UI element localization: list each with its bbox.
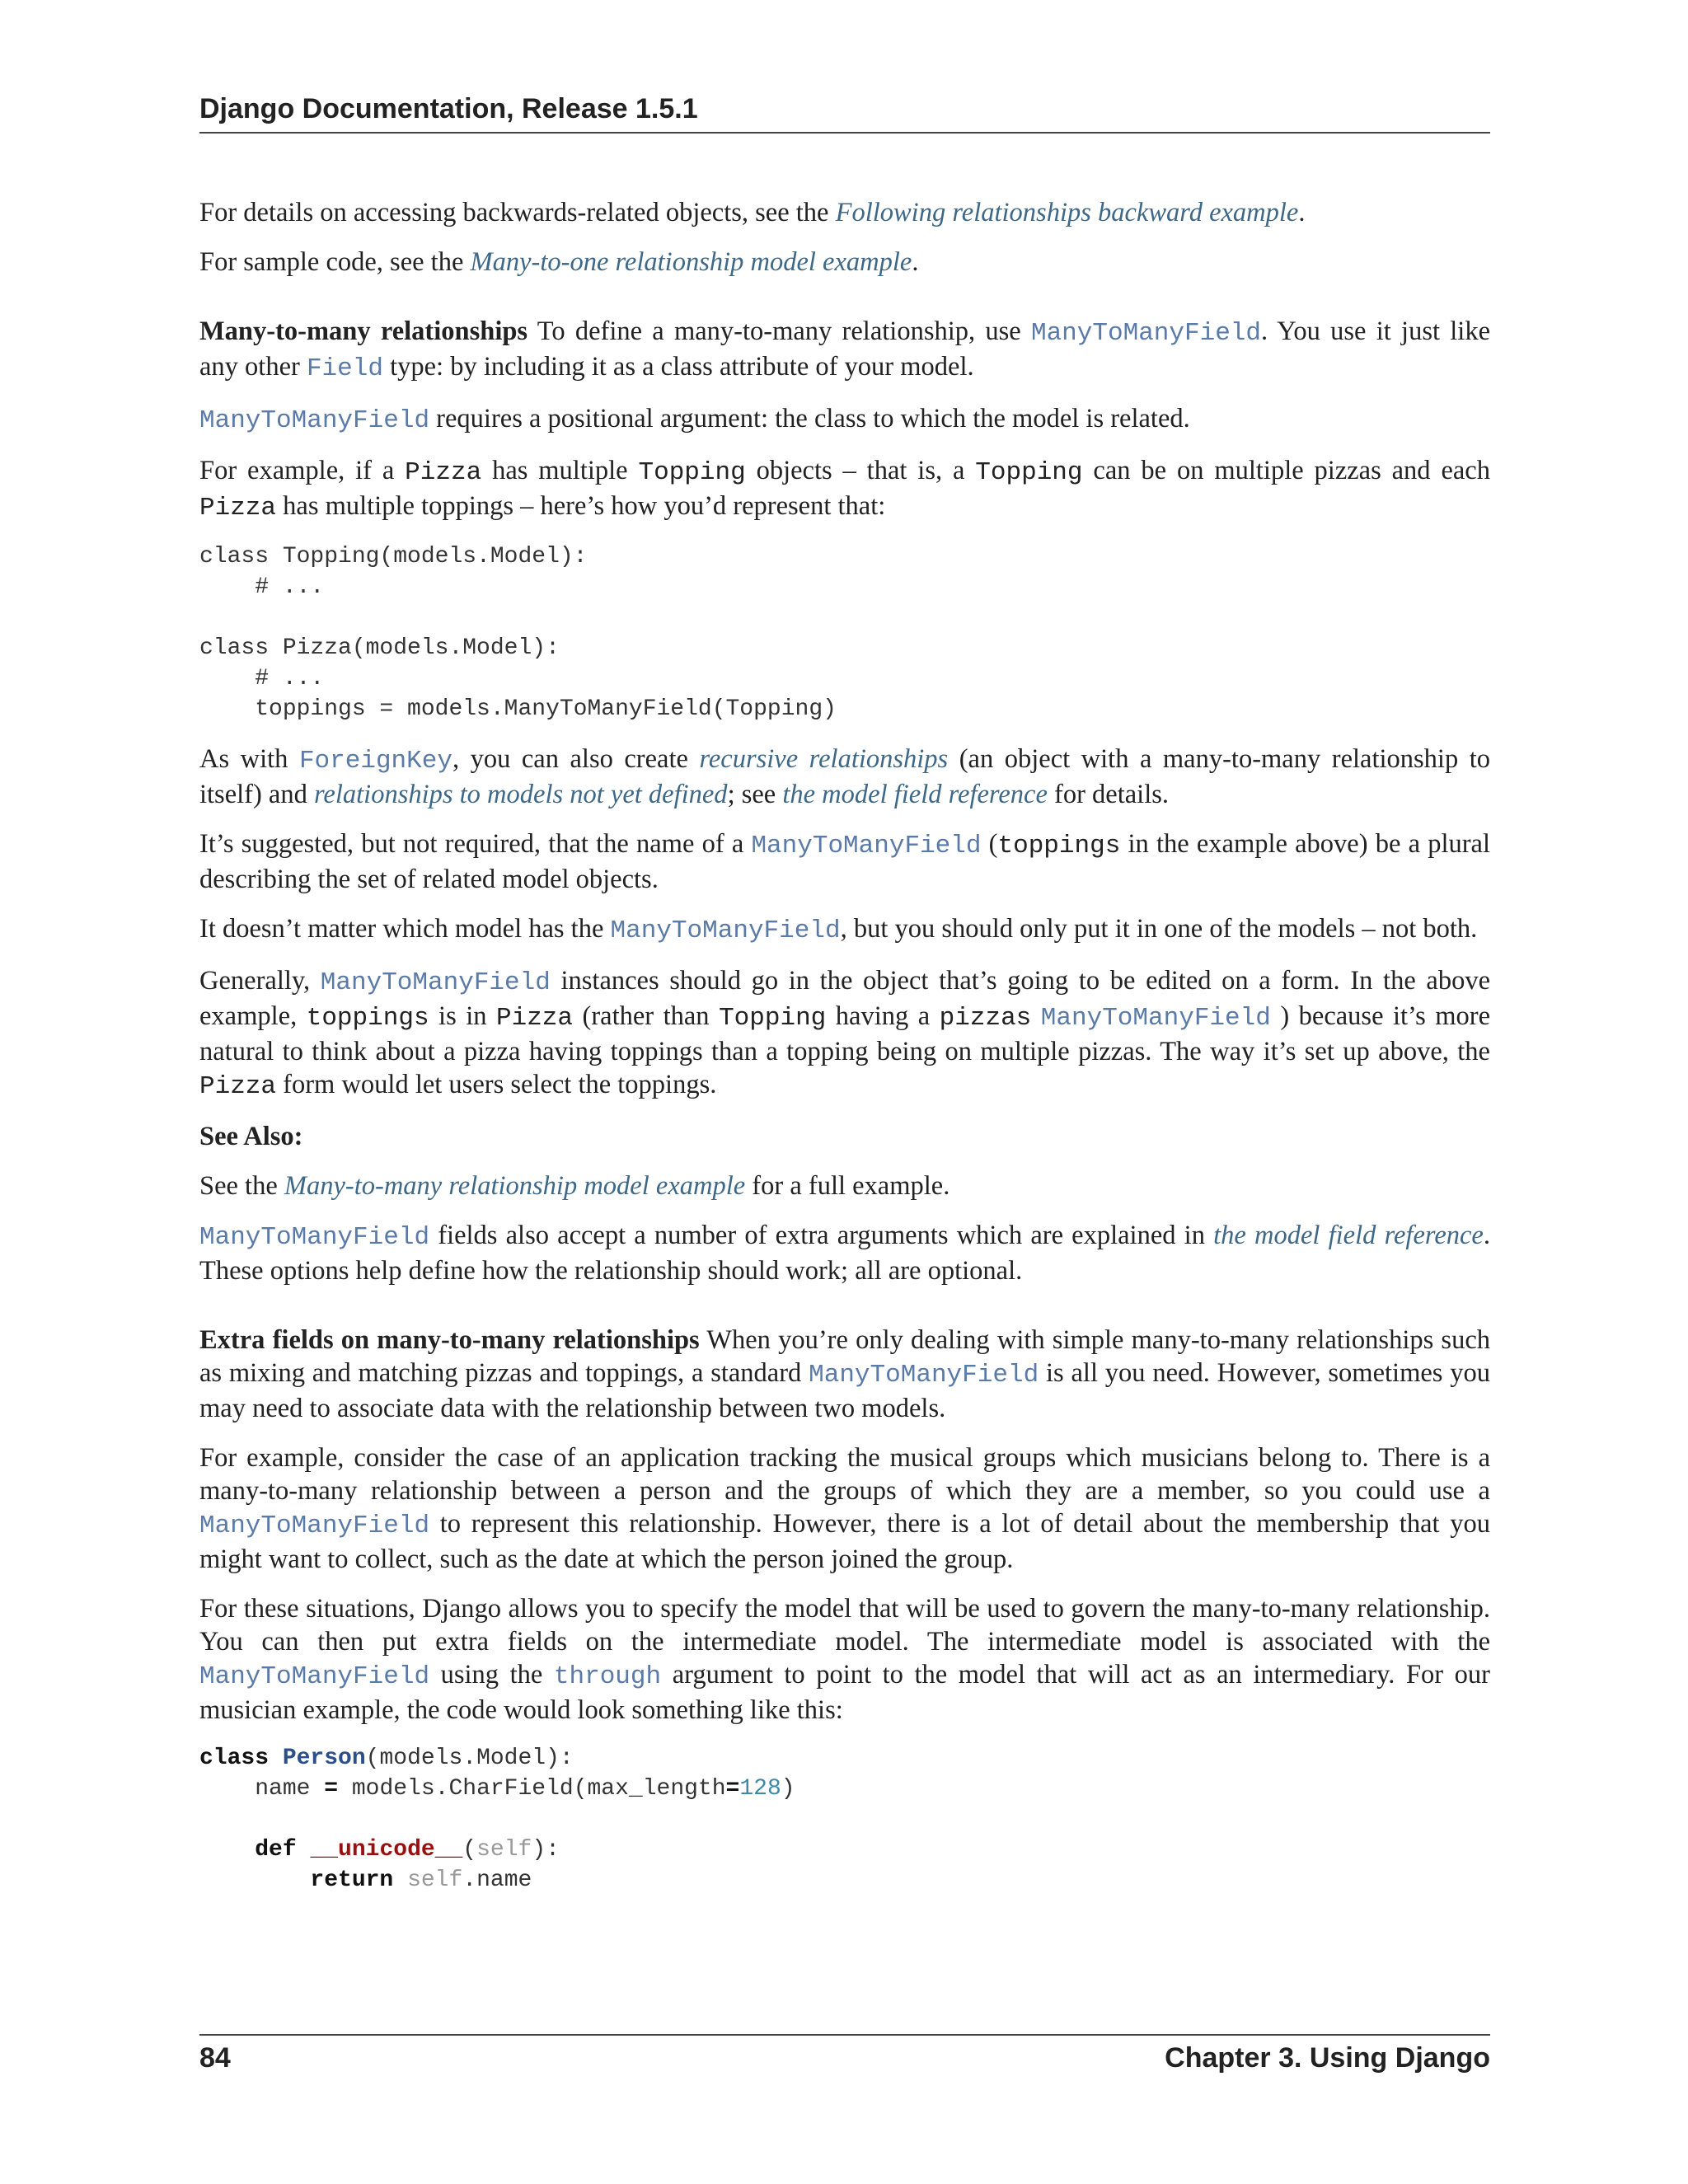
link-following-relationships-backward[interactable]: Following relationships backward example xyxy=(835,198,1299,227)
link-many-to-many-example[interactable]: Many-to-many relationship model example xyxy=(284,1171,746,1201)
link-model-field-reference[interactable]: the model field reference xyxy=(782,780,1048,809)
link-model-field-reference[interactable]: the model field reference xyxy=(1213,1221,1484,1250)
link-recursive-relationships[interactable]: recursive relationships xyxy=(699,744,949,774)
code-link-manytomanyfield[interactable]: ManyToManyField xyxy=(199,1662,430,1691)
running-footer xyxy=(199,2034,1490,2085)
section-heading: Many-to-many relationships xyxy=(199,316,528,346)
code-link-manytomanyfield[interactable]: ManyToManyField xyxy=(199,406,430,435)
section-heading: Extra fields on many-to-many relationships xyxy=(199,1325,700,1355)
link-models-not-yet-defined[interactable]: relationships to models not yet defined xyxy=(313,780,728,809)
header-title: Django Documentation, Release 1.5.1 xyxy=(199,93,698,124)
paragraph: It’s suggested, but not required, that the name of a ManyToManyField (toppings in the example above) be a plural describing the set of related model objects. xyxy=(199,829,1491,894)
paragraph: For these situations, Django allows you to specify the model that will be used to govern the many-to-many relationship. You can then put extra fields on the intermediate model. The intermediate model is associated with the ManyToManyField using the through argument to point to the model that will act as an intermediary. For our musician example, the code would look something like this: xyxy=(199,1594,1490,1725)
code-link-manytomanyfield[interactable]: ManyToManyField xyxy=(1040,1004,1271,1033)
paragraph: See the Many-to-many relationship model example for a full example. xyxy=(199,1171,950,1201)
link-many-to-one-example[interactable]: Many-to-one relationship model example xyxy=(470,247,912,277)
paragraph: For example, consider the case of an application tracking the musical groups which musicians belong to. There is a many-to-many relationship between a person and the groups of which they are a member, so you could use a ManyToManyField to represent this relationship. However, there is a lot of detail about the membership that you might want to collect, such as the date at which the person joined the group. xyxy=(199,1443,1490,1574)
code-link-manytomanyfield[interactable]: ManyToManyField xyxy=(1030,319,1262,348)
page-body xyxy=(199,196,1490,1914)
code-link-through[interactable]: through xyxy=(553,1662,662,1691)
chapter-title: Chapter 3. Using Django xyxy=(1165,2042,1490,2074)
paragraph: ManyToManyField requires a positional argument: the class to which the model is related. xyxy=(199,404,1190,435)
code-link-manytomanyfield[interactable]: ManyToManyField xyxy=(751,832,982,860)
paragraph: For sample code, see the Many-to-one relationship model example. xyxy=(199,247,919,277)
paragraph: It doesn’t matter which model has the ManyToManyField, but you should only put it in one of the models – not both. xyxy=(199,914,1478,945)
paragraph: For details on accessing backwards-related objects, see the Following relationships backward example. xyxy=(199,198,1306,227)
code-block-pizza-topping: class Topping(models.Model): # ... class Pizza(models.Model): # ... toppings = models.ManyToManyField(Topping) xyxy=(199,544,837,722)
running-header xyxy=(199,86,1490,134)
code-link-field[interactable]: Field xyxy=(306,354,383,383)
code-block-person: class Person(models.Model): name = models.CharField(max_length=128) def __unicode__(self): return self.name xyxy=(199,1746,795,1893)
paragraph: ManyToManyField fields also accept a number of extra arguments which are explained in the model field reference. These options help define how the relationship should work; all are optional. xyxy=(199,1221,1490,1286)
page-number: 84 xyxy=(199,2042,231,2074)
code-link-manytomanyfield[interactable]: ManyToManyField xyxy=(320,968,551,997)
paragraph: Generally, ManyToManyField instances should go in the object that’s going to be edited on a form. In the above example, toppings is in Pizza (rather than Topping having a pizzas ManyToManyField ) because it’s more natural to think about a pizza having toppings than a topping being on multiple pizzas. The way it’s set up above, the Pizza form would let users select the toppings. xyxy=(199,966,1491,1101)
section-many-to-many: Many-to-many relationships To define a many-to-many relationship, use ManyToManyField. You use it just like any other Field type: by including it as a class attribute of your model. xyxy=(199,316,1490,383)
code-link-manytomanyfield[interactable]: ManyToManyField xyxy=(809,1361,1039,1390)
section-extra-fields: Extra fields on many-to-many relationships When you’re only dealing with simple many-to-many relationships such as mixing and matching pizzas and toppings, a standard ManyToManyField is all you need. However, sometimes you may need to associate data with the relationship between two models. xyxy=(199,1325,1490,1423)
code-link-manytomanyfield[interactable]: ManyToManyField xyxy=(610,916,841,945)
paragraph: For example, if a Pizza has multiple Topping objects – that is, a Topping can be on multiple pizzas and each Pizza has multiple toppings – here’s how you’d represent that: xyxy=(199,456,1490,523)
code-link-manytomanyfield[interactable]: ManyToManyField xyxy=(199,1223,430,1252)
code-link-foreignkey[interactable]: ForeignKey xyxy=(298,747,452,776)
paragraph: As with ForeignKey, you can also create recursive relationships (an object with a many-to-many relationship to itself) and relationships to models not yet defined; see the model field reference for details. xyxy=(199,744,1490,809)
see-also-heading: See Also: xyxy=(199,1122,303,1151)
code-link-manytomanyfield[interactable]: ManyToManyField xyxy=(199,1511,430,1540)
